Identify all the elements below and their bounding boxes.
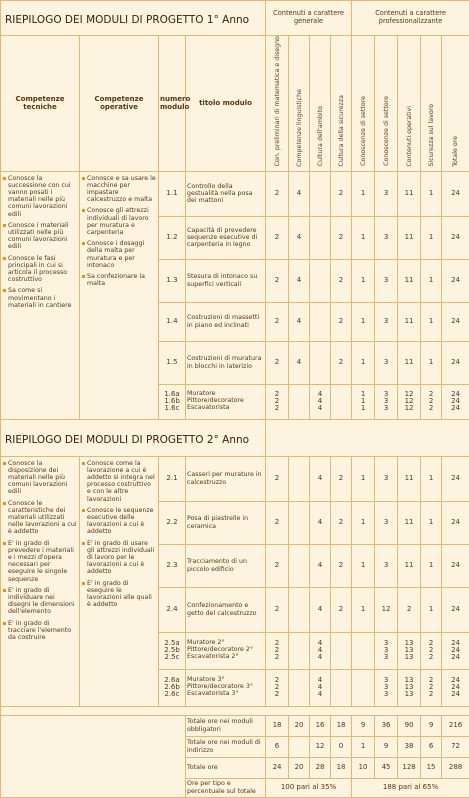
- hours-cell: 2: [266, 341, 289, 384]
- hours-cell: 4: [310, 501, 331, 544]
- module-title: Muratore 3°: [187, 677, 264, 684]
- operational-competence-item: Conosce gli attrezzi individuali di lavoro per muratura e carpenteria: [82, 207, 156, 236]
- hours-cell: 13: [399, 684, 419, 691]
- totals-value: 1: [352, 736, 375, 757]
- hours-cell: 2: [266, 259, 289, 302]
- hours-cell: 24: [443, 640, 468, 647]
- totals-label: Totale ore: [186, 757, 266, 778]
- hours-cell: 13: [399, 677, 419, 684]
- hours-cell: [332, 691, 350, 698]
- totals-value: 20: [289, 757, 310, 778]
- hours-cell: 24: [442, 501, 469, 544]
- hours-cell: 2: [331, 341, 352, 384]
- hours-cell: [289, 456, 310, 501]
- hours-cell: 2: [267, 640, 287, 647]
- module-number: 1.6a: [160, 391, 184, 398]
- module-number: 1.1: [159, 171, 186, 216]
- hours-cell-group: [289, 384, 310, 419]
- hours-cell: 2: [422, 398, 440, 405]
- hours-cell-group: [375, 632, 398, 669]
- module-title: Escavatorista: [187, 405, 264, 412]
- hours-cell: 3: [376, 640, 396, 647]
- hours-cell: 24: [443, 391, 468, 398]
- hours-cell: 1: [352, 171, 375, 216]
- totals-value: 18: [331, 715, 352, 736]
- module-title-group: [186, 384, 266, 419]
- module-number: 2.3: [159, 544, 186, 587]
- hours-cell: 3: [375, 171, 398, 216]
- hours-cell: 1: [352, 544, 375, 587]
- module-title: Costruzioni di muratura in blocchi in laterizio: [186, 341, 266, 384]
- totals-value: 216: [442, 715, 469, 736]
- totals-value: 6: [266, 736, 289, 757]
- technical-competences-year1: [1, 171, 80, 419]
- vertical-col-header: [442, 36, 469, 172]
- hours-cell: 2: [331, 587, 352, 632]
- hours-cell: 3: [375, 341, 398, 384]
- hours-cell: 2: [267, 684, 287, 691]
- operational-competence-item: Conosce e sa usare le macchine per impastare calcestruzzo e malta: [82, 175, 156, 204]
- module-title: Capacità di prevedere sequenze esecutive di carpenteria in legno: [186, 216, 266, 259]
- totals-label: Totale ore nei moduli obbligatori: [186, 715, 266, 736]
- hours-cell: 4: [310, 544, 331, 587]
- module-number: 2.5b: [160, 647, 184, 654]
- totals-value: 10: [352, 757, 375, 778]
- hours-cell-group: [310, 384, 331, 419]
- hours-cell: 1: [421, 302, 442, 341]
- vertical-col-header: [352, 36, 375, 172]
- operational-competence-item: Conosce i dosaggi della malta per muratura e per intonaco: [82, 240, 156, 269]
- hours-cell-group: [266, 632, 289, 669]
- hours-cell: 2: [267, 654, 287, 661]
- hours-cell: 3: [376, 398, 396, 405]
- hours-cell: 2: [331, 216, 352, 259]
- hours-cell-group: [289, 632, 310, 669]
- hours-cell: 24: [443, 398, 468, 405]
- hours-cell-group: [331, 632, 352, 669]
- module-number: 1.2: [159, 216, 186, 259]
- spacer-row: [1, 706, 469, 715]
- hours-cell: 2: [331, 259, 352, 302]
- group-header-general: Contenuti a carattere generale: [266, 1, 352, 36]
- hours-cell-group: [442, 632, 469, 669]
- operational-competences-year1: [80, 171, 159, 419]
- hours-cell-group: [331, 669, 352, 706]
- hours-cell: 3: [375, 216, 398, 259]
- hours-cell: 1: [421, 587, 442, 632]
- technical-competence-item: Conosce le fasi principali in cui si articola il processo costruttivo: [3, 255, 77, 284]
- hours-cell: 13: [399, 654, 419, 661]
- technical-competences-year2: [1, 456, 80, 706]
- module-number: 1.5: [159, 341, 186, 384]
- hours-cell: 12: [399, 398, 419, 405]
- totals-value: 9: [421, 715, 442, 736]
- hours-cell: 11: [398, 216, 421, 259]
- hours-cell-group: [331, 384, 352, 419]
- totals-value: 24: [266, 757, 289, 778]
- operational-competence-item: Conosce le sequenze esecutive delle lavorazioni a cui è addetto: [82, 507, 156, 536]
- totals-value: 38: [398, 736, 421, 757]
- page-title-year2: RIEPILOGO DEI MODULI DI PROGETTO 2° Anno: [1, 419, 266, 456]
- hours-cell: [289, 501, 310, 544]
- hours-cell: 2: [267, 677, 287, 684]
- totals-value: 9: [352, 715, 375, 736]
- page-title-year1: RIEPILOGO DEI MODULI DI PROGETTO 1° Anno: [1, 1, 266, 36]
- hours-cell: [290, 691, 308, 698]
- hours-cell: 2: [422, 684, 440, 691]
- hours-cell: 2: [267, 391, 287, 398]
- hours-cell: 11: [398, 456, 421, 501]
- hours-cell: 2: [266, 216, 289, 259]
- totals-value: 0: [331, 736, 352, 757]
- module-title-group: [186, 632, 266, 669]
- hours-cell: [310, 171, 331, 216]
- hours-cell: 2: [266, 587, 289, 632]
- module-title: Muratore: [187, 391, 264, 398]
- totals-value: 72: [442, 736, 469, 757]
- hours-cell-group: [398, 669, 421, 706]
- hours-cell: 2: [331, 456, 352, 501]
- hours-cell: 4: [310, 587, 331, 632]
- hours-cell-group: [352, 384, 375, 419]
- hours-cell: 2: [266, 302, 289, 341]
- hours-cell: 2: [398, 587, 421, 632]
- module-number-group: [159, 632, 186, 669]
- hours-cell: 24: [442, 341, 469, 384]
- hours-cell: 24: [443, 691, 468, 698]
- hours-cell: 24: [442, 456, 469, 501]
- module-title: Pittore/decoratore 3°: [187, 684, 264, 691]
- hours-cell: [332, 654, 350, 661]
- hours-cell: 4: [311, 654, 329, 661]
- hours-cell: [310, 259, 331, 302]
- operational-competence-item: Sa confezionare la malta: [82, 273, 156, 287]
- vertical-col-label: Cultura della sicurezza: [338, 95, 345, 167]
- hours-cell: 1: [352, 456, 375, 501]
- hours-cell: 13: [399, 647, 419, 654]
- hours-cell: 3: [376, 654, 396, 661]
- hours-cell: 24: [443, 647, 468, 654]
- col-header-module-number: numero modulo: [159, 36, 186, 172]
- vertical-col-label: Competenze linguistiche: [296, 89, 303, 167]
- hours-cell: 24: [442, 259, 469, 302]
- hours-cell: 1: [353, 391, 373, 398]
- vertical-col-header: [266, 36, 289, 172]
- hours-cell: 4: [311, 684, 329, 691]
- hours-cell: 1: [353, 398, 373, 405]
- totals-value: 28: [310, 757, 331, 778]
- hours-cell: 11: [398, 501, 421, 544]
- hours-cell: 24: [442, 171, 469, 216]
- totals-value: 16: [310, 715, 331, 736]
- hours-cell: 13: [399, 640, 419, 647]
- hours-cell: 3: [376, 647, 396, 654]
- hours-cell: 3: [376, 391, 396, 398]
- hours-cell-group: [352, 632, 375, 669]
- hours-cell-group: [266, 669, 289, 706]
- hours-cell-group: [352, 669, 375, 706]
- hours-cell: 3: [375, 302, 398, 341]
- module-number: 2.5c: [160, 654, 184, 661]
- hours-cell: 1: [352, 302, 375, 341]
- vertical-col-header: [289, 36, 310, 172]
- module-title: Casseri per murature in calcestruzzo: [186, 456, 266, 501]
- hours-cell: [332, 405, 350, 412]
- hours-cell: 2: [266, 456, 289, 501]
- module-title: Pittore/decoratore: [187, 398, 264, 405]
- operational-competences-year2: [80, 456, 159, 706]
- hours-cell: 2: [422, 640, 440, 647]
- hours-cell: 4: [311, 691, 329, 698]
- hours-cell: 11: [398, 171, 421, 216]
- col-header-technical: Competenze tecniche: [1, 36, 80, 172]
- hours-cell: 3: [376, 677, 396, 684]
- hours-cell: 12: [375, 587, 398, 632]
- hours-cell-group: [266, 384, 289, 419]
- col-header-operational: Competenze operative: [80, 36, 159, 172]
- hours-cell: 11: [398, 341, 421, 384]
- hours-cell-group: [310, 632, 331, 669]
- hours-cell: 2: [422, 691, 440, 698]
- vertical-col-label: Conoscenze di settore: [360, 96, 367, 166]
- vertical-col-header: [421, 36, 442, 172]
- module-number: 1.6b: [160, 398, 184, 405]
- hours-cell: 2: [422, 677, 440, 684]
- hours-cell: 4: [311, 647, 329, 654]
- hours-cell: 24: [443, 654, 468, 661]
- totals-value: [289, 736, 310, 757]
- hours-cell: 24: [442, 544, 469, 587]
- hours-cell: 4: [311, 391, 329, 398]
- hours-cell: [310, 341, 331, 384]
- totals-value: 45: [375, 757, 398, 778]
- hours-cell: 2: [266, 544, 289, 587]
- hours-cell: 11: [398, 259, 421, 302]
- hours-cell: 2: [267, 405, 287, 412]
- totals-value: 9: [375, 736, 398, 757]
- operational-competence-item: Conosce come la lavorazione a cui è addetto si integra nel processo costruttivo e con le altre lavorazioni: [82, 460, 156, 503]
- hours-cell: 24: [442, 216, 469, 259]
- vertical-col-header: [375, 36, 398, 172]
- hours-cell: 3: [375, 259, 398, 302]
- module-title: Escavatorista 2°: [187, 654, 264, 661]
- hours-cell-group: [289, 669, 310, 706]
- vertical-col-header: [310, 36, 331, 172]
- vertical-col-label: Conoscenze di settore: [383, 96, 390, 166]
- module-title: Confezionamento e getto del calcestruzzo: [186, 587, 266, 632]
- hours-cell-group: [421, 632, 442, 669]
- hours-cell: 4: [311, 398, 329, 405]
- hours-cell: 1: [421, 341, 442, 384]
- module-title: Stesura di intonaco su superfici verticali: [186, 259, 266, 302]
- totals-value: 90: [398, 715, 421, 736]
- module-number: 1.6c: [160, 405, 184, 412]
- module-number: 2.5a: [160, 640, 184, 647]
- hours-cell: 4: [311, 405, 329, 412]
- hours-cell: 2: [422, 391, 440, 398]
- hours-cell: 11: [398, 544, 421, 587]
- vertical-col-label: Totale ore: [452, 136, 459, 167]
- hours-cell: 3: [376, 684, 396, 691]
- hours-cell: 3: [376, 691, 396, 698]
- technical-competence-item: Conosce le caratteristiche dei materiali utilizzati nelle lavorazioni a cui è addetto: [3, 500, 77, 536]
- totals-value: 18: [266, 715, 289, 736]
- vertical-col-header: [398, 36, 421, 172]
- hours-cell: [290, 405, 308, 412]
- module-number: 2.6c: [160, 691, 184, 698]
- module-title: Tracciamento di un piccolo edificio: [186, 544, 266, 587]
- module-title-group: [186, 669, 266, 706]
- hours-cell: 4: [289, 302, 310, 341]
- totals-value: 12: [310, 736, 331, 757]
- technical-competence-item: Conosce la successione con cui vanno posati i materiali nelle più comuni lavorazioni edili: [3, 175, 77, 218]
- module-title: Muratore 2°: [187, 640, 264, 647]
- totals-value: 6: [421, 736, 442, 757]
- hours-cell: [353, 654, 373, 661]
- hours-cell-group: [421, 669, 442, 706]
- vertical-col-header: [331, 36, 352, 172]
- module-number: 2.4: [159, 587, 186, 632]
- totals-blank: [1, 715, 186, 797]
- hours-cell: 4: [289, 171, 310, 216]
- technical-competence-item: E' in grado di tracciare l'elemento da costruire: [3, 620, 77, 642]
- hours-cell: 2: [267, 398, 287, 405]
- hours-cell: 3: [375, 456, 398, 501]
- hours-cell: [290, 654, 308, 661]
- percent-general: 100 pari al 35%: [266, 778, 352, 797]
- hours-cell: [289, 587, 310, 632]
- hours-cell-group: [442, 669, 469, 706]
- hours-cell: 2: [331, 544, 352, 587]
- module-number-group: [159, 384, 186, 419]
- hours-cell: 2: [331, 501, 352, 544]
- hours-cell: 2: [422, 654, 440, 661]
- hours-cell: 24: [442, 302, 469, 341]
- group-header-professional: Contenuti a carattere professionalizzante: [352, 1, 469, 36]
- hours-cell: 1: [421, 171, 442, 216]
- hours-cell: 1: [352, 341, 375, 384]
- vertical-col-label: Contenuti operativi: [406, 106, 413, 167]
- hours-cell: 4: [289, 341, 310, 384]
- hours-cell: 1: [421, 216, 442, 259]
- module-title: Escavatorista 3°: [187, 691, 264, 698]
- hours-cell: 2: [267, 647, 287, 654]
- hours-cell-group: [398, 632, 421, 669]
- hours-cell: 2: [266, 171, 289, 216]
- hours-cell: 1: [352, 587, 375, 632]
- vertical-col-label: Sicurezza sul lavoro: [428, 104, 435, 167]
- totals-value: 18: [331, 757, 352, 778]
- totals-value: 128: [398, 757, 421, 778]
- hours-cell: 3: [375, 544, 398, 587]
- module-number: 1.3: [159, 259, 186, 302]
- hours-cell: 4: [311, 640, 329, 647]
- hours-cell: 2: [266, 501, 289, 544]
- module-number: 2.6a: [160, 677, 184, 684]
- hours-cell: [289, 544, 310, 587]
- totals-value: 15: [421, 757, 442, 778]
- technical-competence-item: E' in grado di prevedere i materiali e i mezzi d'opera necessari per eseguire le singole sequenze: [3, 540, 77, 583]
- vertical-col-label: Cultura dell'ambito: [317, 106, 324, 166]
- hours-cell: 3: [375, 501, 398, 544]
- hours-cell: 2: [422, 647, 440, 654]
- hours-cell: 4: [310, 456, 331, 501]
- technical-competence-item: Sa come si movimentano i materiali in cantiere: [3, 287, 77, 309]
- hours-cell: 2: [331, 171, 352, 216]
- hours-cell-group: [442, 384, 469, 419]
- hours-cell: [310, 216, 331, 259]
- module-number: 1.4: [159, 302, 186, 341]
- totals-value: 36: [375, 715, 398, 736]
- hours-cell: 2: [267, 691, 287, 698]
- operational-competence-item: E' in grado di eseguire le lavorazioni alle quali è addetto: [82, 580, 156, 609]
- module-number: 2.6b: [160, 684, 184, 691]
- vertical-col-label: Con. preliminari di matematica e disegno: [274, 36, 281, 166]
- hours-cell: 2: [331, 302, 352, 341]
- hours-cell: 12: [399, 405, 419, 412]
- year2-header-blank: [266, 419, 469, 456]
- hours-cell: 12: [399, 391, 419, 398]
- hours-cell: 1: [421, 544, 442, 587]
- hours-cell-group: [375, 669, 398, 706]
- hours-cell: [310, 302, 331, 341]
- technical-competence-item: E' in grado di individuare nei disegni le dimensioni dell'elemento: [3, 587, 77, 616]
- col-header-module-title: titolo modulo: [186, 36, 266, 172]
- hours-cell: 24: [443, 405, 468, 412]
- module-title: Pittore/decoratore 2°: [187, 647, 264, 654]
- technical-competence-item: Conosce i materiali utilizzati nelle più comuni lavorazioni edili: [3, 222, 77, 251]
- hours-cell: 11: [398, 302, 421, 341]
- percent-label: Ore per tipo e percentuale sul totale: [186, 778, 266, 797]
- hours-cell: 4: [289, 216, 310, 259]
- hours-cell-group: [375, 384, 398, 419]
- hours-cell: 1: [421, 501, 442, 544]
- module-number: 2.2: [159, 501, 186, 544]
- hours-cell: 24: [443, 677, 468, 684]
- hours-cell: [353, 691, 373, 698]
- hours-cell: 2: [422, 405, 440, 412]
- hours-cell: 1: [352, 501, 375, 544]
- hours-cell: 13: [399, 691, 419, 698]
- hours-cell: 3: [376, 405, 396, 412]
- hours-cell: 24: [443, 684, 468, 691]
- hours-cell-group: [398, 384, 421, 419]
- totals-label: Totale ore nei moduli di indirizzo: [186, 736, 266, 757]
- totals-value: 288: [442, 757, 469, 778]
- hours-cell: 1: [421, 456, 442, 501]
- hours-cell: 1: [421, 259, 442, 302]
- hours-cell: 1: [352, 216, 375, 259]
- module-number: 2.1: [159, 456, 186, 501]
- hours-cell: 24: [442, 587, 469, 632]
- operational-competence-item: E' in grado di usare gli attrezzi individuali di lavoro per le lavorazioni a cui è addetto: [82, 540, 156, 576]
- hours-cell-group: [421, 384, 442, 419]
- hours-cell: 1: [353, 405, 373, 412]
- module-title: Controllo della gestualità nella posa dei mattoni: [186, 171, 266, 216]
- totals-value: 20: [289, 715, 310, 736]
- hours-cell: 4: [289, 259, 310, 302]
- module-number-group: [159, 669, 186, 706]
- module-title: Costruzioni di massetti in piano ed inclinati: [186, 302, 266, 341]
- hours-cell: 1: [352, 259, 375, 302]
- hours-cell: 4: [311, 677, 329, 684]
- percent-professional: 188 pari al 65%: [352, 778, 469, 797]
- hours-cell-group: [310, 669, 331, 706]
- technical-competence-item: Conosce la disposizione dei materiali nelle più comuni lavorazioni edili: [3, 460, 77, 496]
- module-title: Posa di piastrelle in ceramica: [186, 501, 266, 544]
